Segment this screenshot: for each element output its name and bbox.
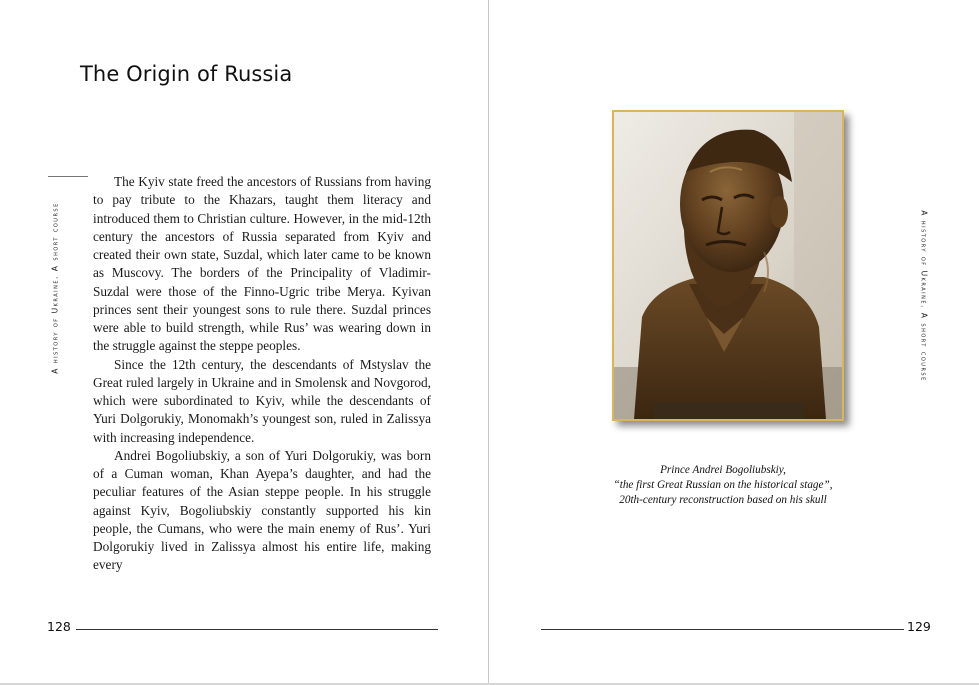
running-head-right: A history of Ukraine. A short course	[919, 210, 929, 382]
paragraph: The Kyiv state freed the ancestors of Russians from having to pay tribute to the Khazars, taught them literacy and introduced them to Christian culture. However, in the mid-12th century the ancestors of Russia separated from Kyiv and created their own state, Suzdal, which later came to be known as Muscovy. The borders of the Principality of Vladimir-Suzdal were those of the Finno-Ugric tribe Merya. Kyivan princes sent their youngest sons to rule there. Suzdal princes were able to build strength, while Rus’ was wearing down in the struggle against the steppe peoples.	[93, 174, 431, 354]
running-head-rule	[48, 176, 88, 177]
caption-line: Prince Andrei Bogoliubskiy,	[660, 464, 786, 476]
body-text	[93, 173, 431, 601]
running-head-left: A history of Ukraine. A short course	[50, 202, 60, 374]
chapter-title: The Origin of Russia	[80, 62, 293, 86]
page-number-right: 129	[907, 619, 931, 634]
caption-line: “the first Great Russian on the historical stage”,	[613, 479, 833, 491]
bust-photo	[612, 110, 844, 421]
footer-rule-left	[76, 629, 438, 630]
caption-line: 20th-century reconstruction based on his skull	[619, 494, 827, 506]
paragraph: Andrei Bogoliubskiy, a son of Yuri Dolgorukiy, was born of a Cuman woman, Khan Ayepa’s daughter, and had the peculiar features of the Asian steppe people. In his struggle against Kyiv, Bogoliubskiy constantly supported his kin people, the Cumans, who were the main enemy of Rus’. Yuri Dolgorukiy lived in Zalissya almost his entire life, making every	[93, 447, 431, 573]
photo-caption	[578, 463, 868, 508]
left-page	[0, 0, 488, 685]
bust-illustration	[614, 112, 842, 419]
page-number-left: 128	[47, 619, 71, 634]
paragraph: Since the 12th century, the descendants of Mstyslav the Great ruled largely in Ukraine and in Smolensk and Novgorod, which were subordinated to Kyiv, while the descendants of Yuri Dolgorukiy, Monomakh’s youngest son, ruled in Zalissya with increasing independence.	[93, 356, 431, 445]
footer-rule-right	[541, 629, 904, 630]
